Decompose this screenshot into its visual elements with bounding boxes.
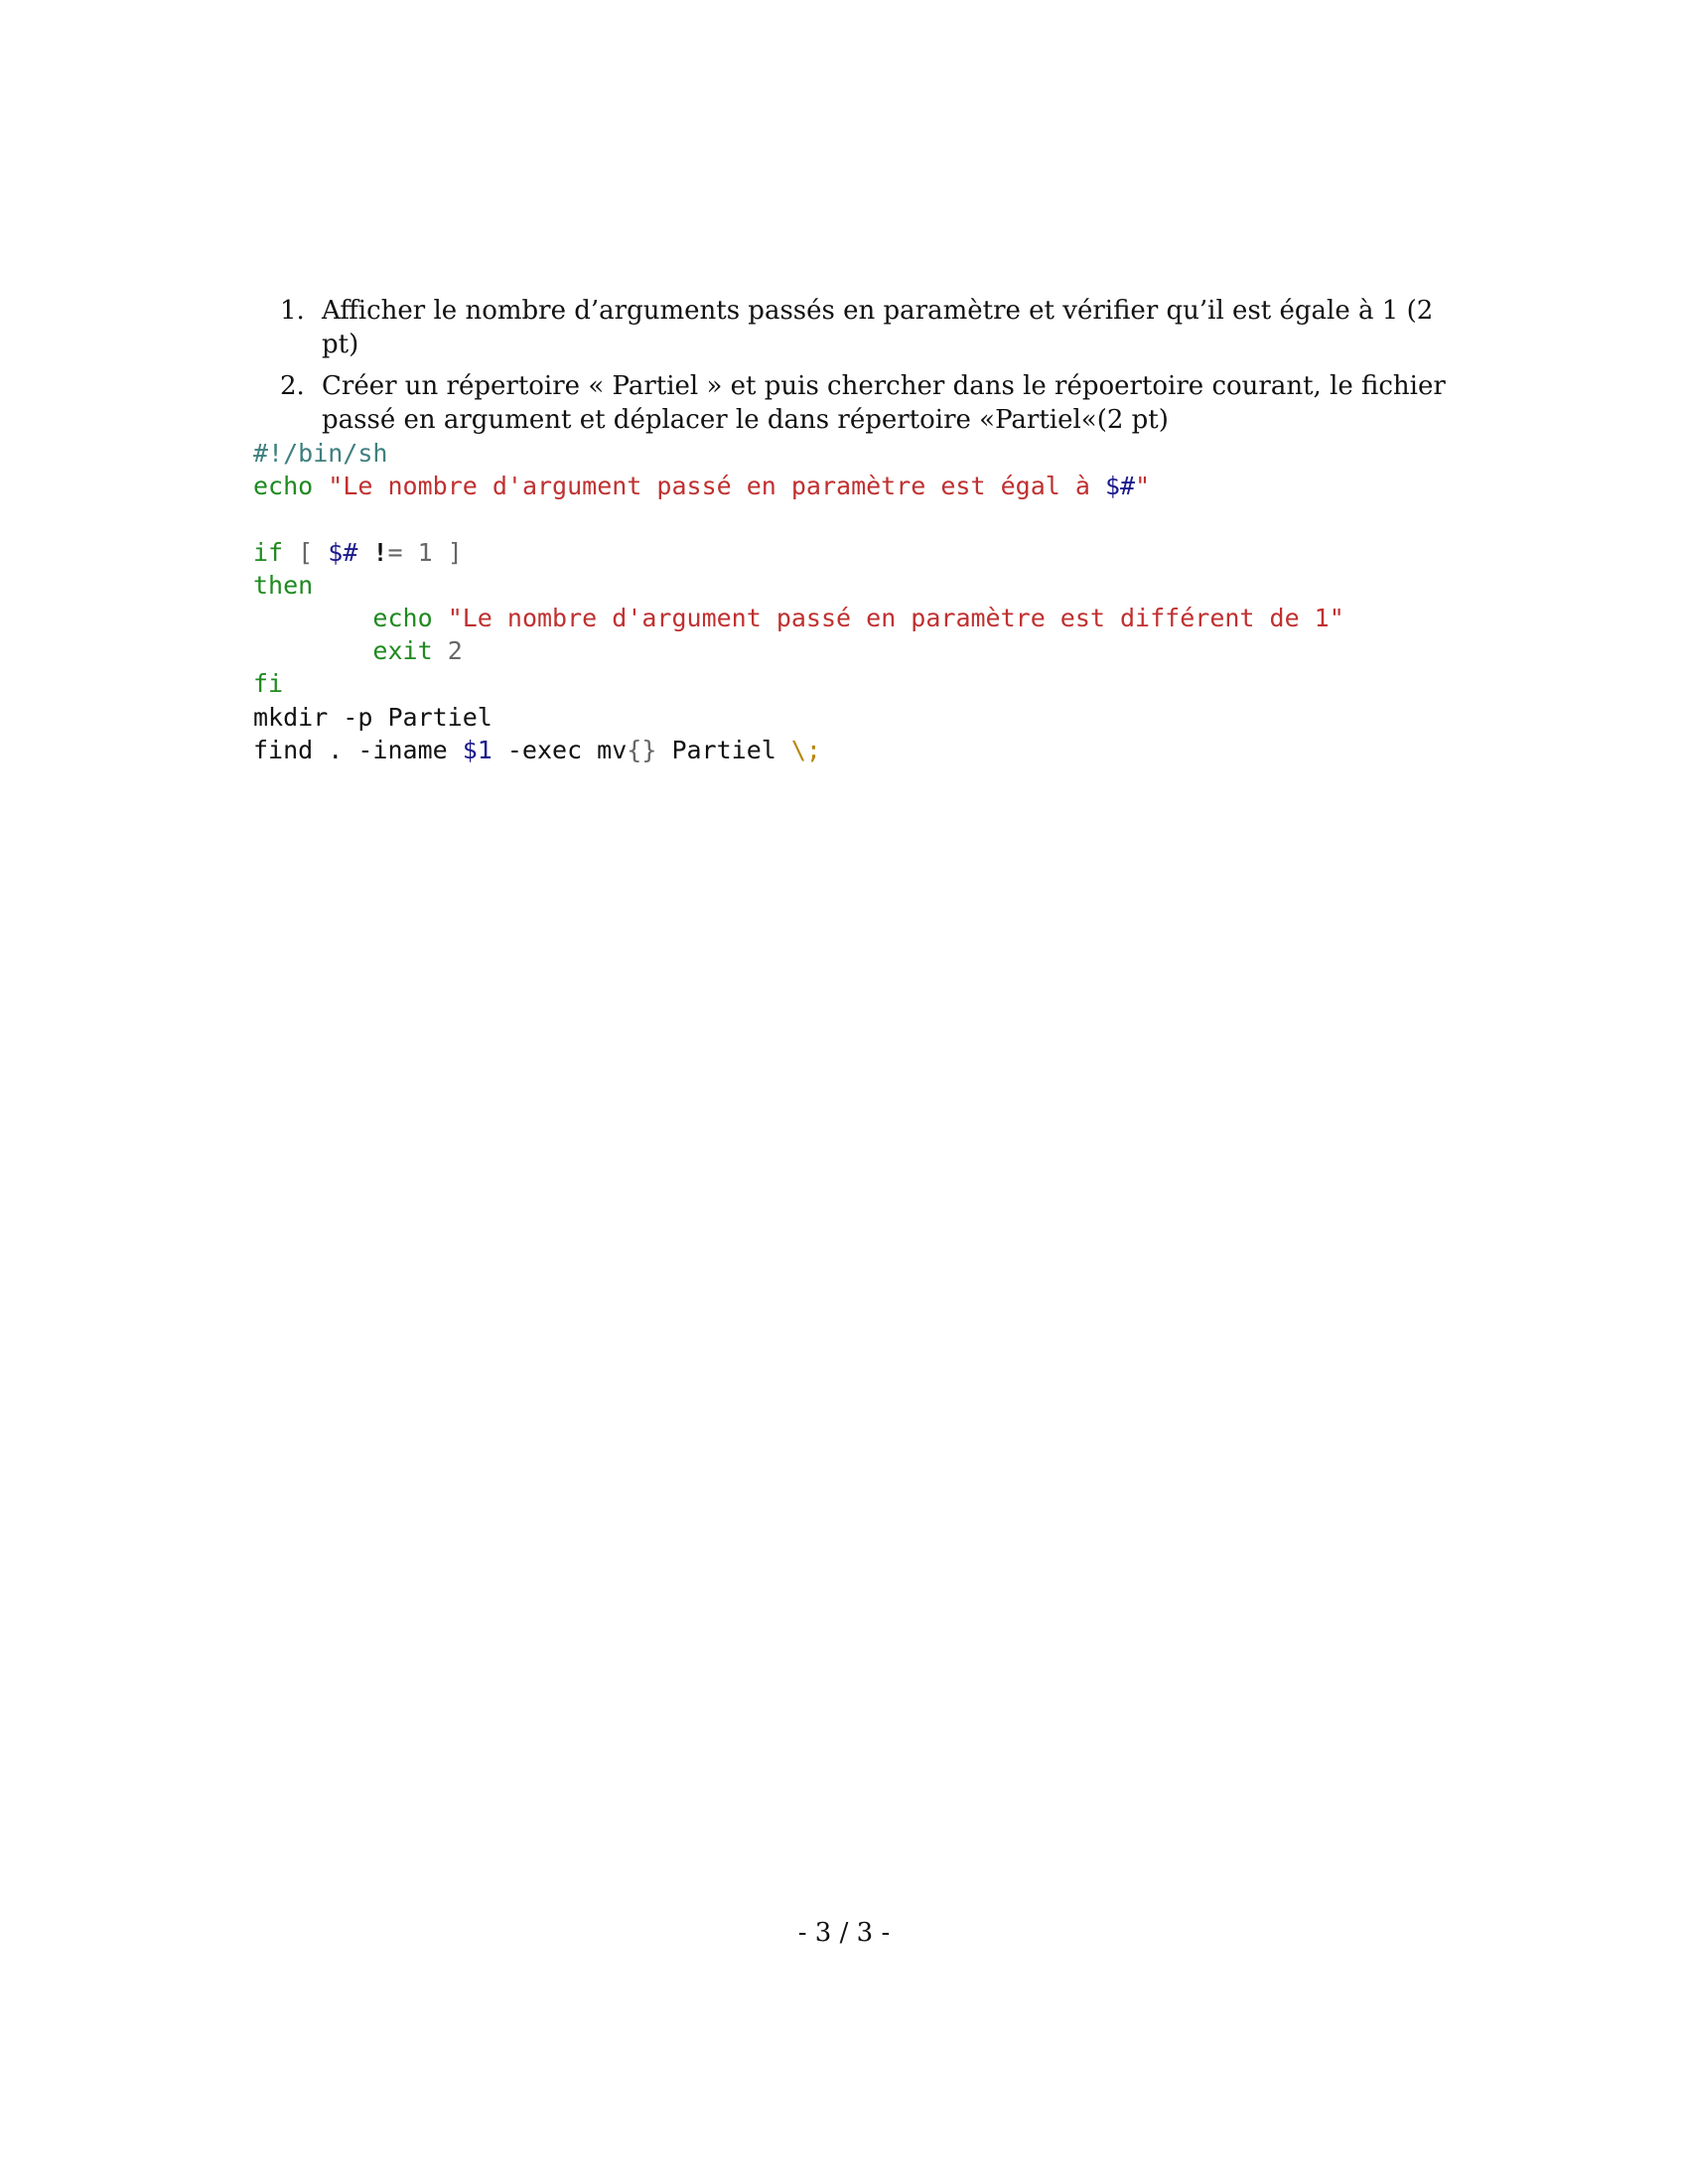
- code-line: [253, 667, 1445, 700]
- code-text: mkdir -p Partiel: [253, 702, 492, 732]
- code-variable: $#: [1104, 472, 1136, 501]
- code-line: [253, 437, 1445, 470]
- code-text: Partiel: [656, 735, 791, 764]
- code-line: [253, 536, 1445, 569]
- code-keyword: if: [253, 537, 284, 567]
- code-text: [433, 636, 448, 665]
- code-keyword: echo: [372, 603, 433, 632]
- code-text: [357, 538, 372, 567]
- question-number: 1.: [280, 296, 305, 326]
- question-text: Afficher le nombre d’arguments passés en paramètre et vérifier qu’il est égale à 1 (2 pt): [322, 296, 1434, 359]
- code-string: "Le nombre d'argument passé en paramètre est égal à: [328, 472, 1105, 501]
- code-text: [313, 472, 328, 500]
- code-punctuation: [: [298, 537, 314, 567]
- code-text: [313, 538, 328, 567]
- code-line: [253, 734, 1445, 766]
- code-variable: $1: [462, 735, 492, 764]
- code-text: [253, 604, 372, 632]
- code-variable: $#: [328, 537, 358, 567]
- question-number: 2.: [280, 371, 305, 401]
- code-keyword: then: [253, 570, 314, 600]
- code-string: ": [1135, 472, 1151, 501]
- code-text: [253, 636, 372, 665]
- code-keyword: exit: [372, 636, 433, 666]
- code-operator: !: [372, 537, 388, 567]
- code-text: [433, 538, 448, 567]
- code-punctuation: ]: [447, 537, 463, 567]
- code-line: [253, 701, 1445, 734]
- code-line: [253, 634, 1445, 667]
- code-line: [253, 502, 1445, 535]
- code-keyword: echo: [253, 472, 314, 501]
- code-text: [283, 538, 298, 567]
- code-keyword: fi: [253, 669, 284, 699]
- question-text: Créer un répertoire « Partiel » et puis chercher dans le répoertoire courant, le fichier passé en argument et déplacer le dans répertoire «Partiel«(2 pt): [322, 371, 1446, 435]
- code-text: [433, 604, 448, 632]
- code-line: [253, 470, 1445, 502]
- page-number: - 3 / 3 -: [797, 1918, 891, 1948]
- question-item: [280, 369, 1452, 437]
- code-text: -exec mv: [492, 735, 628, 764]
- code-number: 2: [447, 636, 463, 666]
- code-line: [253, 569, 1445, 602]
- code-comment: #!/bin/sh: [253, 439, 388, 468]
- shell-script-listing: [253, 437, 1445, 766]
- code-escape: \;: [790, 735, 821, 764]
- question-list: [280, 294, 1452, 445]
- code-text: find . -iname: [253, 735, 463, 764]
- code-number: 1: [417, 537, 433, 567]
- code-punctuation: {}: [627, 735, 657, 764]
- code-line: [253, 602, 1445, 634]
- code-string: "Le nombre d'argument passé en paramètre est différent de 1": [447, 603, 1344, 632]
- code-text: [403, 538, 418, 567]
- code-punctuation: =: [387, 537, 403, 567]
- question-item: [280, 294, 1452, 361]
